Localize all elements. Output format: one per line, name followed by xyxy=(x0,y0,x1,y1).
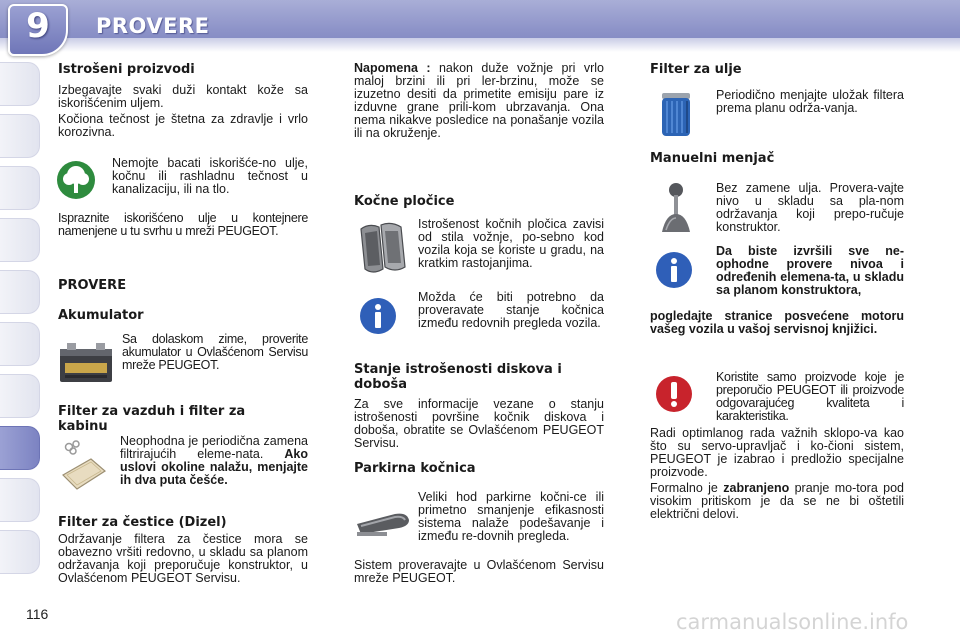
page-number: 116 xyxy=(26,606,49,622)
paragraph-filter-ulje: Periodično menjajte uložak filtera prema planu održa-vanja. xyxy=(716,88,904,115)
heading-akumulator: Akumulator xyxy=(58,308,144,323)
watermark: carmanualsonline.info xyxy=(676,610,909,634)
col1-heading-istroseni xyxy=(58,62,308,77)
heading-manuelni: Manuelni menjač xyxy=(650,151,775,166)
text-napomena-body: nakon duže vožnje pri vrlo maloj brzini ili pri ler-brzinu, može se izuzetno desiti da primetite emisiju pare iz izduvne grane prili-kom ubrzavanja. Ona nema nikakve posledice na ponašanje vozila ili na okruženje. xyxy=(354,61,604,140)
chapter-tabs xyxy=(0,62,44,602)
paragraph-mozda: Možda će biti potrebno da proveravate stanje kočnica između redovnih pregleda vozila. xyxy=(418,290,604,330)
info-icon xyxy=(654,250,694,290)
paragraph-manuelni: Bez zamene ulja. Provera-vajte nivo u skladu sa pla-nom održavanja koji prepo-ručuje konstruktor. xyxy=(716,181,904,234)
paragraph-filter-cestice: Održavanje filtera za čestice mora se obavezno vršiti redovno, u skladu sa planom održavanja koji preporučuje konstruktor, u Ovlašćenom PEUGEOT Servisu. xyxy=(58,532,308,585)
chapter-tab[interactable] xyxy=(0,166,40,210)
chapter-tab[interactable] xyxy=(0,530,40,574)
chapter-tab[interactable] xyxy=(0,270,40,314)
heading-filter-vazduh: Filter za vazduh i filter za kabinu xyxy=(58,404,246,434)
chapter-tab[interactable] xyxy=(0,218,40,262)
header-shadow xyxy=(0,38,960,52)
warning-icon xyxy=(654,374,694,414)
paragraph-sistem: Sistem proveravajte u Ovlašćenom Servisu mreže PEUGEOT. xyxy=(354,558,604,585)
paragraph-da-biste-b: pogledajte stranice posvećene motoru vašeg vozila u vašoj servisnoj knjižici. xyxy=(650,309,904,336)
paragraph-ispraznite: Ispraznite iskorišćeno ulje u kontejnere namenjene u tu svrhu u mreži PEUGEOT. xyxy=(58,211,308,238)
tree-eco-icon xyxy=(54,158,98,202)
oil-filter-icon xyxy=(654,88,698,142)
paragraph-radi: Radi optimlanog rada važnih sklopo-va kao što su servo-upravljač i ko-čioni sistem, PEUGEOT je izabrao i predložio specijalne proizvode. xyxy=(650,426,904,479)
heading-filter-ulje: Filter za ulje xyxy=(650,62,742,77)
battery-icon xyxy=(56,334,116,388)
paragraph-formalno xyxy=(650,482,904,521)
paragraph-da-biste-a: Da biste izvršili sve ne-ophodne provere nivoa i određenih elemena-ta, u skladu sa planom konstruktora, xyxy=(716,244,904,297)
paragraph-nemojte: Nemojte bacati iskorišće-no ulje, kočnu ili rashladnu tečnost u kanalizaciju, ili na tlo. xyxy=(112,156,308,196)
paragraph-filter-vazduh xyxy=(120,435,308,487)
page-title: PROVERE xyxy=(96,14,210,38)
chapter-tab[interactable] xyxy=(0,478,40,522)
chapter-tab[interactable] xyxy=(0,322,40,366)
page-header xyxy=(0,0,960,54)
paragraph-parkirna: Veliki hod parkirne kočni-ce ili primetno smanjenje efikasnosti sistema nalaže podešavanje i između re-dovnih pregleda. xyxy=(418,490,604,543)
paragraph-koristite: Koristite samo proizvode koje je preporučio PEUGEOT ili proizvode odgovarajućeg kvaliteta i karakteristika. xyxy=(716,370,904,423)
chapter-number: 9 xyxy=(26,6,50,46)
text-formalno-a: Formalno je xyxy=(650,481,718,495)
handbrake-icon xyxy=(354,500,412,544)
paragraph-napomena xyxy=(354,62,604,140)
heading-parkirna: Parkirna kočnica xyxy=(354,461,476,476)
text-napomena-label: Napomena : xyxy=(354,61,431,75)
heading-filter-cestice: Filter za čestice (Dizel) xyxy=(58,515,227,530)
air-filter-icon xyxy=(58,436,108,496)
text-filter-vazduh-normal: Neophodna je periodična zamena filtrirajućih eleme-nata. xyxy=(120,434,308,461)
paragraph-akumulator: Sa dolaskom zime, proverite akumulator u Ovlašćenom Servisu mreže PEUGEOT. xyxy=(122,332,308,372)
paragraph-izbegavajte: Izbegavajte svaki duži kontakt kože sa iskorišćenim uljem. xyxy=(58,83,308,110)
paragraph-stanje: Za sve informacije vezane o stanju istrošenosti površine kočnik diskova i doboša, obratite se Ovlašćenom PEUGEOT Servisu. xyxy=(354,397,604,450)
chapter-tab[interactable] xyxy=(0,374,40,418)
chapter-tab[interactable] xyxy=(0,62,40,106)
heading-kocne-plocice: Kočne pločice xyxy=(354,194,455,209)
chapter-tab-active[interactable] xyxy=(0,426,40,470)
paragraph-kocne: Istrošenost kočnih pločica zavisi od stila vožnje, po-sebno kod vozila koja se koriste u gradu, na kratkim rastojanjima. xyxy=(418,217,604,270)
info-icon xyxy=(358,296,398,336)
text-formalno-bold: zabranjeno xyxy=(723,481,790,495)
heading-stanje: Stanje istrošenosti diskova i doboša xyxy=(354,362,562,392)
chapter-tab[interactable] xyxy=(0,114,40,158)
heading-provere: PROVERE xyxy=(58,278,127,293)
paragraph-kociona: Kočiona tečnost je štetna za zdravlje i vrlo korozivna. xyxy=(58,112,308,139)
text-formalno-c: pranje mo-tora pod visokim pritiskom je da se ne bi oštetili električni delovi. xyxy=(650,481,904,521)
text-filter-vazduh-bold: Ako uslovi okoline nalažu, menjajte ih dva puta češće. xyxy=(120,447,308,487)
brake-pads-icon xyxy=(354,218,412,278)
heading-istroseni-proizvodi: Istrošeni proizvodi xyxy=(58,62,195,77)
gear-lever-icon xyxy=(656,182,696,234)
